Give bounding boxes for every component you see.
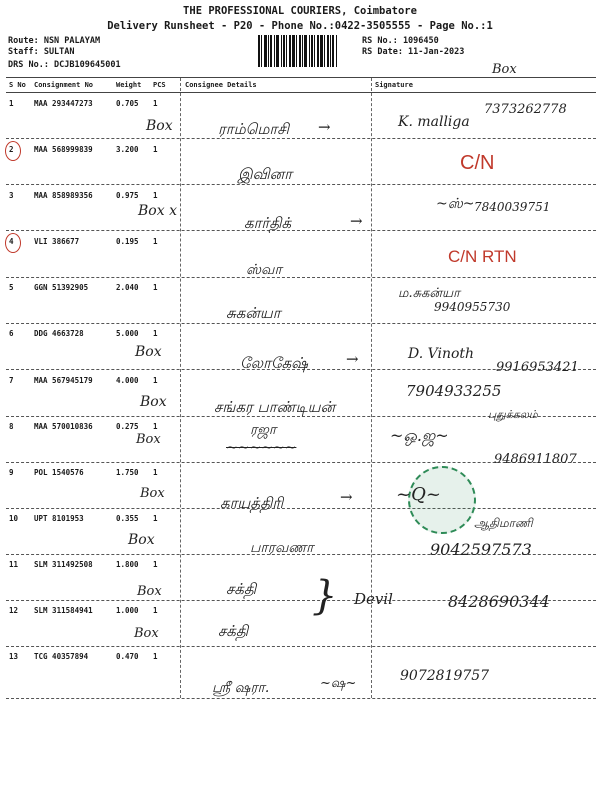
row-separator [6, 184, 596, 185]
row-2-sno: 2 [9, 145, 14, 154]
row-6-sno: 6 [9, 329, 14, 338]
row-3-pcs: 1 [153, 191, 158, 200]
drs-number: DRS No.: DCJB109645001 [8, 60, 121, 70]
row-9-weight: 1.750 [116, 468, 139, 477]
row-11-weight: 1.800 [116, 560, 139, 569]
row-separator [6, 508, 596, 509]
row-11-pcs: 1 [153, 560, 158, 569]
row-7-consignment: MAA 567945179 [34, 376, 93, 385]
row-7-pcs: 1 [153, 376, 158, 385]
row-6-signature: D. Vinoth [408, 346, 475, 362]
staff-label: Staff: SULTAN [8, 47, 75, 57]
header-bottom-rule [6, 92, 596, 93]
row-11-phone: 8428690344 [448, 592, 550, 611]
row-1-box-note: Box [146, 118, 173, 134]
row-4-consignment: VLI 386677 [34, 237, 80, 246]
row-1-weight: 0.705 [116, 99, 139, 108]
row-4-signature: C/N RTN [448, 247, 517, 266]
row-8-box-note: Box [136, 432, 161, 447]
row-2-pcs: 1 [153, 145, 158, 154]
col-signature: Signature [375, 81, 413, 89]
row-3-consignment: MAA 858989356 [34, 191, 93, 200]
row-11-box-note: Box [137, 584, 162, 599]
row-13-consignee: ஸ்ரீ ஷரா. [212, 680, 270, 696]
route-label: Route: NSN PALAYAM [8, 36, 101, 46]
row-5-sno: 5 [9, 283, 14, 292]
row-separator [6, 277, 596, 278]
row-separator [6, 698, 596, 699]
row-13-phone: 9072819757 [400, 668, 490, 684]
col-separator-details [180, 78, 181, 698]
row-4-consignee: ஸ்வா [246, 262, 282, 278]
row-11-consignment: SLM 311492508 [34, 560, 93, 569]
signature-scribble: ம.சுகன்யா [398, 286, 460, 301]
row-11-consignee: சக்தி [226, 580, 257, 598]
row-10-sno: 10 [9, 514, 19, 523]
row-3-weight: 0.975 [116, 191, 139, 200]
barcode [258, 35, 354, 67]
row-3-box-note: Box x [138, 203, 177, 219]
rs-number: RS No.: 1096450 [362, 36, 439, 46]
row-4-pcs: 1 [153, 237, 158, 246]
arrow-icon: → [340, 488, 353, 506]
row-10-box-note: Box [128, 532, 155, 548]
row-1-pcs: 1 [153, 99, 158, 108]
row-1-sno: 1 [9, 99, 14, 108]
row-7-sno: 7 [9, 376, 14, 385]
row-13-consignment: TCG 40357894 [34, 652, 89, 661]
row-12-sno: 12 [9, 606, 19, 615]
row-12-weight: 1.000 [116, 606, 139, 615]
row-2-signature: C/N [460, 152, 495, 174]
row-12-pcs: 1 [153, 606, 158, 615]
company-title: THE PROFESSIONAL COURIERS, Coimbatore [183, 5, 417, 17]
row-5-weight: 2.040 [116, 283, 139, 292]
row-4-weight: 0.195 [116, 237, 139, 246]
row-7-phone: 7904933255 [406, 382, 502, 400]
row-4-sno: 4 [9, 237, 14, 246]
row-10-phone: 9042597573 [430, 540, 532, 559]
header-top-rule [6, 77, 596, 78]
row-10-consignee: பாரவணா [250, 540, 314, 556]
row-6-consignment: DDG 4663728 [34, 329, 84, 338]
row-9-box-note: Box [140, 486, 165, 501]
row-13-pcs: 1 [153, 652, 158, 661]
row-13-sno: 13 [9, 652, 19, 661]
row-13-weight: 0.470 [116, 652, 139, 661]
row-separator [6, 138, 596, 139]
row-10-consignment: UPT 8101953 [34, 514, 84, 523]
row-6-box-note: Box [135, 344, 162, 360]
row-2-consignment: MAA 568999839 [34, 145, 93, 154]
row-10-pcs: 1 [153, 514, 158, 523]
row-5-consignment: GGN 51392905 [34, 283, 89, 292]
row-separator [6, 323, 596, 324]
row-6-consignee: லோகேஷ் [240, 354, 308, 372]
signature-scribble: ~Q~ [396, 484, 441, 505]
row-6-weight: 5.000 [116, 329, 139, 338]
signature-scribble: புதுக்கலம் [488, 408, 538, 421]
row-1-consignment: MAA 293447273 [34, 99, 93, 108]
top-box-note: Box [492, 62, 517, 77]
row-3-consignee: கார்திக் [244, 214, 292, 232]
arrow-icon: → [346, 350, 359, 368]
row-1-phone: 7373262778 [484, 102, 567, 117]
row-7-box-note: Box [140, 394, 167, 410]
rs-date: RS Date: 11-Jan-2023 [362, 47, 465, 57]
row-8-sno: 8 [9, 422, 14, 431]
col-sno: S No [9, 81, 26, 89]
row-11-signature: Devil [354, 590, 393, 608]
row-2-consignee: இவினா [238, 165, 293, 183]
row-6-phone: 9916953421 [496, 360, 579, 375]
signature-scribble: ~ஸ்~ [436, 196, 475, 212]
row-5-pcs: 1 [153, 283, 158, 292]
signature-scribble: ~ஷ~ [320, 676, 357, 691]
strikethrough-scribble: ~~~~~~ [226, 440, 297, 456]
row-separator [6, 646, 596, 647]
row-11-sno: 11 [9, 560, 19, 569]
row-9-sno: 9 [9, 468, 14, 477]
signature-scribble: ~ஒ.ஜ~ [390, 426, 449, 445]
row-1-consignee: ராம்மொசி [218, 120, 289, 138]
signature-scribble: ஆதிமாணி [474, 516, 533, 530]
row-3-sno: 3 [9, 191, 14, 200]
row-7-weight: 4.000 [116, 376, 139, 385]
row-8-pcs: 1 [153, 422, 158, 431]
row-8-consignment: MAA 570010836 [34, 422, 93, 431]
row-2-weight: 3.200 [116, 145, 139, 154]
arrow-icon: → [318, 118, 331, 136]
brace-mark: } [312, 573, 338, 619]
row-separator [6, 230, 596, 231]
row-12-box-note: Box [134, 626, 159, 641]
row-8-phone: 9486911807 [494, 452, 577, 467]
col-weight: Weight [116, 81, 142, 89]
arrow-icon: → [350, 212, 363, 230]
row-10-weight: 0.355 [116, 514, 139, 523]
row-8-weight: 0.275 [116, 422, 139, 431]
row-5-consignee: சுகன்யா [226, 304, 281, 322]
col-consignment: Consignment No [34, 81, 94, 89]
col-pcs: PCS [153, 81, 166, 89]
row-9-consignee: காயத்திரி [220, 494, 284, 512]
col-details: Consignee Details [185, 81, 257, 89]
row-6-pcs: 1 [153, 329, 158, 338]
row-1-signature: K. malliga [398, 114, 470, 130]
row-9-pcs: 1 [153, 468, 158, 477]
row-5-phone: 9940955730 [434, 300, 511, 314]
row-3-phone: 7840039751 [474, 200, 551, 214]
row-9-consignment: POL 1540576 [34, 468, 84, 477]
runsheet-subtitle: Delivery Runsheet - P20 - Phone No.:0422-3505555 - Page No.:1 [107, 20, 493, 32]
row-12-consignee: சக்தி [218, 622, 249, 640]
row-8-consignee: ரஜா [250, 422, 277, 438]
row-7-consignee: சங்கர பாண்டியன் [214, 398, 335, 416]
row-12-consignment: SLM 311584941 [34, 606, 93, 615]
